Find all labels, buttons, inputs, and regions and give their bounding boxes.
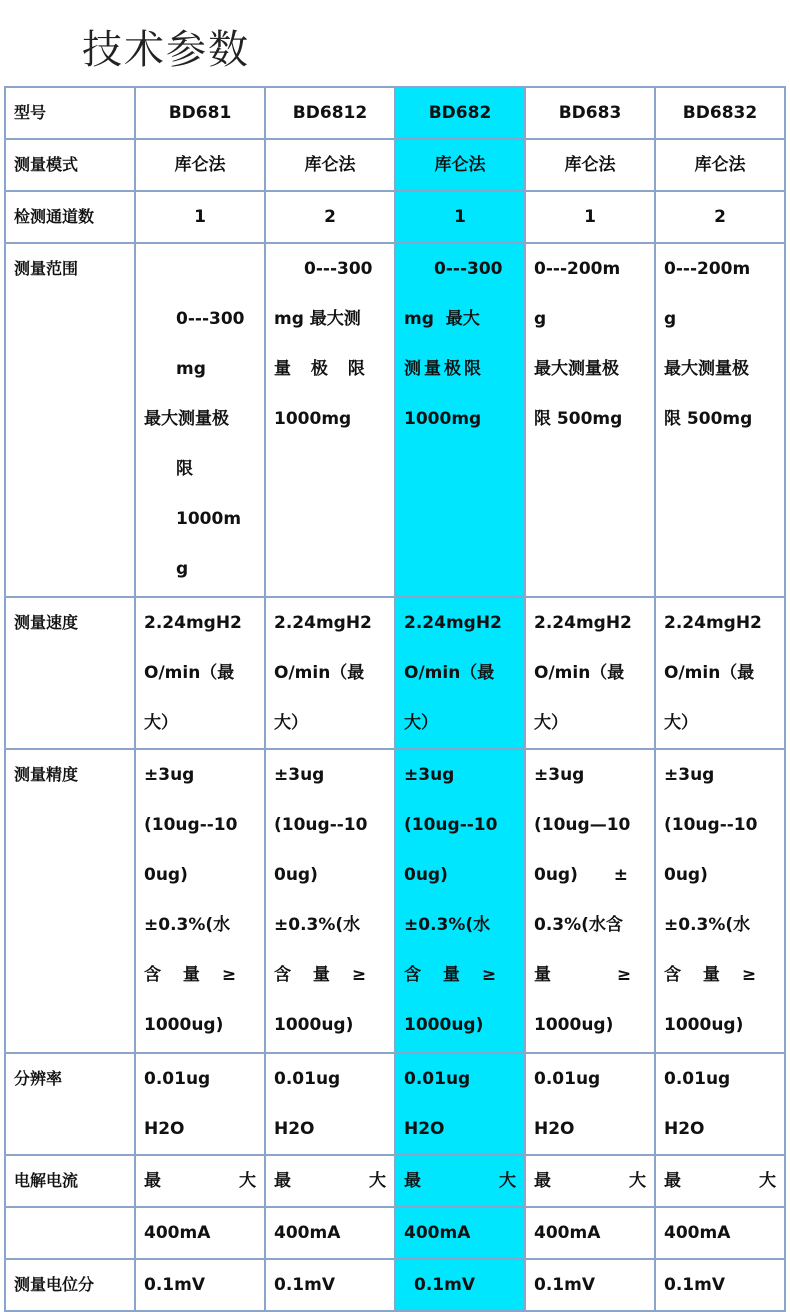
current-cell [135,1155,265,1207]
speed-line: 2.24mgH2 [274,613,372,633]
model-header-bd681: BD681 [135,87,265,139]
resolution-line: H2O [274,1119,315,1139]
channels-cell: 1 [395,191,525,243]
resolution-cell [135,1053,265,1155]
mode-cell: 库仑法 [525,139,655,191]
mode-cell: 库仑法 [135,139,265,191]
accuracy-line: 含 量 ≥ [274,965,367,985]
speed-line: 大） [274,713,308,733]
current-value-cell: 400mA [525,1207,655,1259]
row-label-potential: 测量电位分 [5,1259,135,1311]
current-word: 大 [239,1171,256,1191]
model-header-bd683: BD683 [525,87,655,139]
table-row-current-value [5,1207,785,1259]
channels-cell: 2 [265,191,395,243]
range-line: 1000mg [274,409,352,429]
row-label-accuracy: 测量精度 [5,749,135,1053]
speed-line: O/min（最 [144,663,235,683]
speed-cell [525,597,655,749]
accuracy-line: ±3ug [144,765,195,785]
current-word: 最 [274,1171,291,1191]
table-row-current [5,1155,785,1207]
current-word: 大 [369,1171,386,1191]
accuracy-line: ±3ug [274,765,325,785]
range-line: mg 最大测 [274,309,361,329]
page-title: 技术参数 [82,27,250,73]
channels-cell: 2 [655,191,785,243]
resolution-cell [525,1053,655,1155]
potential-cell: 0.1mV [395,1259,525,1311]
row-label-model: 型号 [5,87,135,139]
current-cell [525,1155,655,1207]
potential-cell: 0.1mV [135,1259,265,1311]
current-word: 最 [534,1171,551,1191]
current-value-cell: 400mA [655,1207,785,1259]
resolution-line: H2O [144,1119,185,1139]
table-row-resolution [5,1053,785,1155]
potential-cell: 0.1mV [655,1259,785,1311]
row-label-speed: 测量速度 [5,597,135,749]
resolution-line: 0.01ug [534,1069,601,1089]
range-line: mg [176,359,206,379]
range-line: mg 最大 [404,309,480,329]
accuracy-line: 0ug) ± [534,865,629,885]
speed-line: O/min（最 [404,663,495,683]
resolution-line: H2O [664,1119,705,1139]
speed-line: 大） [144,713,178,733]
table-row-range [5,243,785,597]
range-line: 限 500mg [534,409,623,429]
accuracy-line: ±0.3%(水 [144,915,231,935]
range-line: 最大测量极 [534,359,619,379]
accuracy-line: ±0.3%(水 [664,915,751,935]
accuracy-line: (10ug—10 [534,815,631,835]
table-row-mode [5,139,785,191]
accuracy-line: 1000ug) [144,1015,224,1035]
table-row-channels [5,191,785,243]
accuracy-line: 0ug) [664,865,708,885]
mode-cell: 库仑法 [655,139,785,191]
range-line: g [664,309,677,329]
current-word: 大 [499,1171,516,1191]
accuracy-line: 1000ug) [534,1015,614,1035]
table-row-header [5,87,785,139]
accuracy-line: 1000ug) [274,1015,354,1035]
range-cell-bd6832 [655,243,785,597]
speed-cell [655,597,785,749]
model-header-bd6832: BD6832 [655,87,785,139]
speed-line: 大） [534,713,568,733]
resolution-line: 0.01ug [144,1069,211,1089]
range-line: 0---200m [664,259,751,279]
resolution-line: 0.01ug [664,1069,731,1089]
potential-cell: 0.1mV [265,1259,395,1311]
range-line: 限 [176,459,193,479]
accuracy-cell [395,749,525,1053]
range-line: g [176,559,189,579]
current-cell [655,1155,785,1207]
range-line: 最大测量极 [664,359,749,379]
accuracy-cell [655,749,785,1053]
table-row-accuracy [5,749,785,1053]
range-line: 1000m [176,509,242,529]
range-line: g [534,309,547,329]
current-value-cell: 400mA [265,1207,395,1259]
accuracy-line: 0ug) [404,865,448,885]
accuracy-line: ±0.3%(水 [404,915,491,935]
accuracy-line: 0.3%(水含 [534,915,623,935]
range-line: 1000mg [404,409,482,429]
range-cell-bd6812 [265,243,395,597]
row-label-range: 测量范围 [5,243,135,597]
speed-line: 2.24mgH2 [664,613,762,633]
speed-line: 大） [664,713,698,733]
speed-line: 2.24mgH2 [404,613,502,633]
row-label-current: 电解电流 [5,1155,135,1207]
speed-line: 2.24mgH2 [534,613,632,633]
speed-cell [395,597,525,749]
table-row-potential [5,1259,785,1311]
mode-cell: 库仑法 [395,139,525,191]
accuracy-cell [135,749,265,1053]
range-line: 测量极限 [404,359,484,379]
accuracy-line: (10ug--10 [274,815,368,835]
accuracy-line: (10ug--10 [144,815,238,835]
accuracy-line: 0ug) [274,865,318,885]
accuracy-cell [525,749,655,1053]
current-cell [265,1155,395,1207]
resolution-line: 0.01ug [274,1069,341,1089]
speed-line: O/min（最 [664,663,755,683]
accuracy-line: 1000ug) [404,1015,484,1035]
accuracy-line: 含 量 ≥ [144,965,237,985]
current-value-cell: 400mA [135,1207,265,1259]
range-cell-bd682 [395,243,525,597]
range-line: 0---300 [434,259,503,279]
range-line: 0---300 [176,309,245,329]
accuracy-line: (10ug--10 [664,815,758,835]
accuracy-line: ±0.3%(水 [274,915,361,935]
speed-line: 2.24mgH2 [144,613,242,633]
range-line: 0---300 [304,259,373,279]
accuracy-line: ±3ug [404,765,455,785]
row-label-channels: 检测通道数 [5,191,135,243]
current-word: 大 [629,1171,646,1191]
current-value-cell: 400mA [395,1207,525,1259]
row-label-resolution: 分辨率 [5,1053,135,1155]
resolution-cell [395,1053,525,1155]
row-label-empty [5,1207,135,1259]
resolution-cell [265,1053,395,1155]
current-word: 最 [664,1171,681,1191]
model-header-bd682: BD682 [395,87,525,139]
current-word: 最 [404,1171,421,1191]
resolution-line: 0.01ug [404,1069,471,1089]
accuracy-line: ±3ug [664,765,715,785]
speed-line: O/min（最 [274,663,365,683]
potential-cell: 0.1mV [525,1259,655,1311]
current-cell [395,1155,525,1207]
channels-cell: 1 [135,191,265,243]
range-line: 最大测量极 [144,409,229,429]
current-word: 最 [144,1171,161,1191]
range-line: 0---200m [534,259,621,279]
resolution-line: H2O [534,1119,575,1139]
range-cell-bd681 [135,243,265,597]
speed-line: 大） [404,713,438,733]
accuracy-line: (10ug--10 [404,815,498,835]
resolution-cell [655,1053,785,1155]
range-line: 量 极 限 [274,359,365,379]
accuracy-line: 量 ≥ [534,965,632,985]
spec-table [4,86,786,1312]
accuracy-line: 1000ug) [664,1015,744,1035]
speed-cell [265,597,395,749]
accuracy-line: 0ug) [144,865,188,885]
accuracy-line: 含 量 ≥ [664,965,757,985]
speed-line: O/min（最 [534,663,625,683]
accuracy-line: ±3ug [534,765,585,785]
range-line: 限 500mg [664,409,753,429]
channels-cell: 1 [525,191,655,243]
table-row-speed [5,597,785,749]
model-header-bd6812: BD6812 [265,87,395,139]
accuracy-cell [265,749,395,1053]
range-cell-bd683 [525,243,655,597]
mode-cell: 库仑法 [265,139,395,191]
row-label-mode: 测量模式 [5,139,135,191]
resolution-line: H2O [404,1119,445,1139]
speed-cell [135,597,265,749]
accuracy-line: 含 量 ≥ [404,965,497,985]
current-word: 大 [759,1171,776,1191]
